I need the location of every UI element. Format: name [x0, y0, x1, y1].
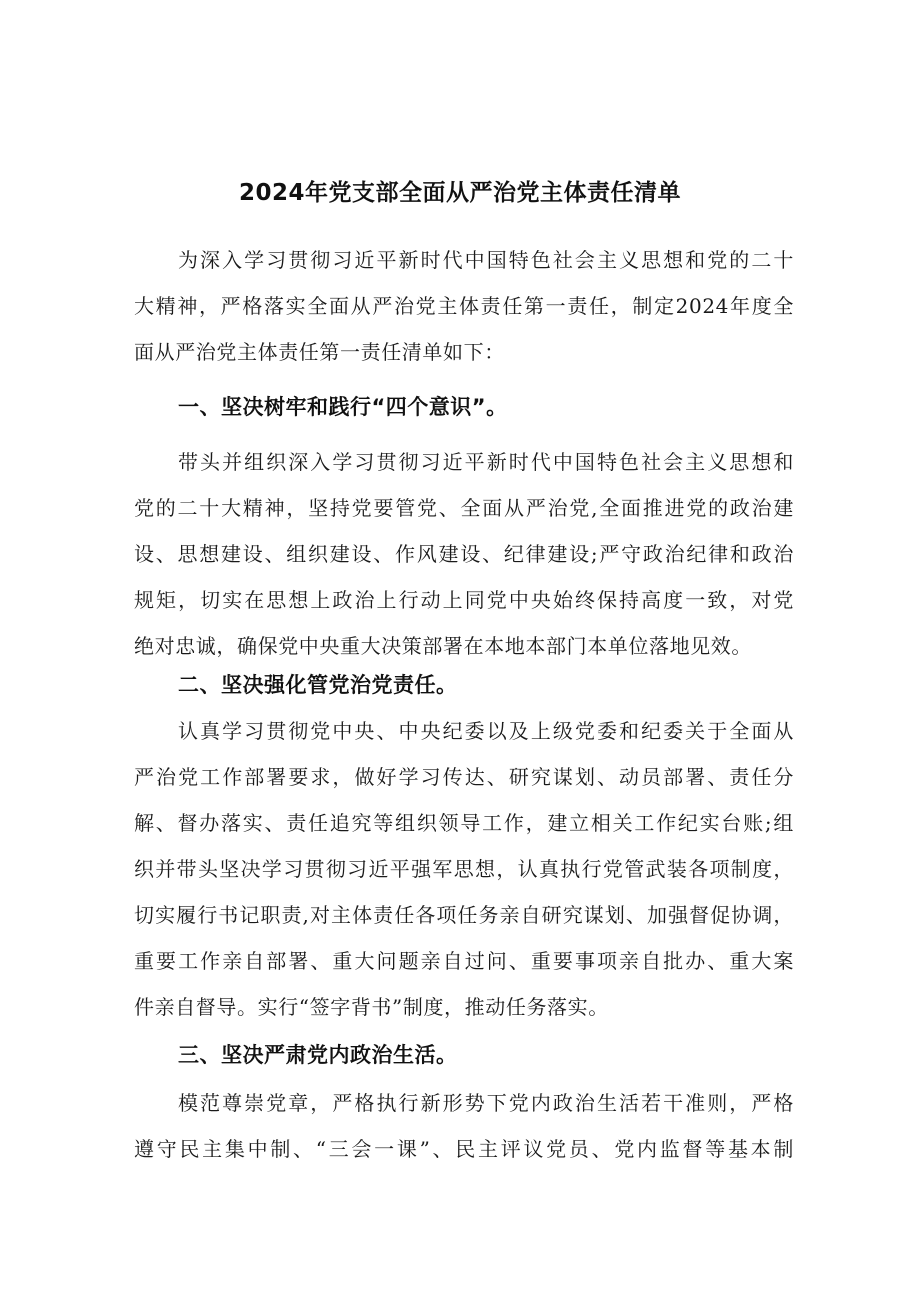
section-2-line-3: 解、督办落实、责任追究等组织领导工作，建立相关工作纪实台账;组	[134, 811, 794, 835]
section-1-heading: 一、坚决树牢和践行“四个意识”。	[178, 395, 508, 419]
section-2-line-1: 认真学习贯彻党中央、中央纪委以及上级党委和纪委关于全面从	[178, 719, 794, 743]
section-2-line-7: 件亲自督导。实行“签字背书”制度，推动任务落实。	[134, 995, 609, 1019]
section-2-line-4: 织并带头坚决学习贯彻习近平强军思想，认真执行党管武装各项制度，	[134, 857, 794, 881]
section-1-line-2: 党的二十大精神，坚持党要管党、全面从严治党,全面推进党的政治建	[134, 496, 794, 520]
intro-line-3: 面从严治党主体责任第一责任清单如下：	[134, 340, 505, 364]
section-3-heading: 三、坚决严肃党内政治生活。	[178, 1043, 458, 1067]
section-3-line-1: 模范尊崇党章，严格执行新形势下党内政治生活若干准则，严格	[178, 1091, 794, 1115]
section-2-line-2: 严治党工作部署要求，做好学习传达、研究谋划、动员部署、责任分	[134, 765, 794, 789]
section-2-heading: 二、坚决强化管党治党责任。	[178, 673, 458, 697]
section-1-line-4: 规矩，切实在思想上政治上行动上同党中央始终保持高度一致，对党	[134, 588, 794, 612]
section-1-line-1: 带头并组织深入学习贯彻习近平新时代中国特色社会主义思想和	[178, 450, 794, 474]
section-2-line-6: 重要工作亲自部署、重大问题亲自过问、重要事项亲自批办、重大案	[134, 949, 794, 973]
section-1-line-3: 设、思想建设、组织建设、作风建设、纪律建设;严守政治纪律和政治	[134, 542, 794, 566]
intro-line-1: 为深入学习贯彻习近平新时代中国特色社会主义思想和党的二十	[178, 248, 794, 272]
section-3-line-2: 遵守民主集中制、“三会一课”、民主评议党员、党内监督等基本制	[134, 1137, 794, 1161]
document-title: 2024年党支部全面从严治党主体责任清单	[238, 180, 681, 206]
section-2-line-5: 切实履行书记职责,对主体责任各项任务亲自研究谋划、加强督促协调，	[134, 903, 794, 927]
intro-line-2: 大精神，严格落实全面从严治党主体责任第一责任，制定2024年度全	[134, 294, 794, 318]
section-1-line-5: 绝对忠诚，确保党中央重大决策部署在本地本部门本单位落地见效。	[134, 634, 752, 658]
